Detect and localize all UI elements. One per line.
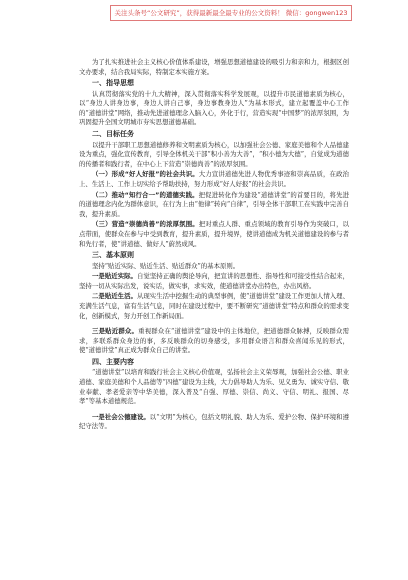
item-text: 以“文明”为核心，包括文明礼貌、助人为乐、爱护公物、保护环境和遵纪守法等。 <box>79 412 349 431</box>
item-text: 自觉坚持正确的舆论导向，把宣讲的思想性、指导性和可接受性结合起来，坚持一切从实际出发，说实话，做实事，求实效，使道德讲堂办出特色，办出风格。 <box>79 272 350 290</box>
item-lead: （一）形成“好人好报”的社会共识。 <box>92 170 199 179</box>
section-2-item <box>79 191 349 220</box>
item-text: 大力宣讲道德先进人物优秀事迹和崇高品质，在政治上、生活上、工作上切实给予帮助扶持，努力形成“好人好报”的社会共识。 <box>79 170 349 188</box>
section-4-item <box>79 413 349 432</box>
item-text: 重视群众在“道德讲堂”建设中的主体地位，把道德群众脉搏，反映群众需求，多联系群众身边的事，多反映群众的切身感受，多用群众语言和群众喜闻乐见的形式，使“道德讲堂”真正成为群众自己的讲堂。 <box>79 327 349 355</box>
section-3-item <box>79 327 349 356</box>
item-text: 把对重点人群、重点领域的教育引导作为突破口，以点带面，使群众在参与中受到教育，提升素质，提升境界，使讲道德成为机关道德建设的参与者和先行者，使“讲道德、做好人”蔚然成风。 <box>79 220 349 248</box>
section-2-item <box>79 220 349 249</box>
item-lead: 二是贴近生活。 <box>92 292 137 301</box>
document-body <box>79 58 349 433</box>
item-lead: 一是社会公德建设。 <box>92 412 150 421</box>
section-4-heading: 四、主要内容 <box>92 357 134 366</box>
section-2-heading: 二、目标任务 <box>92 130 134 139</box>
section-3-heading: 三、基本原则 <box>92 251 134 260</box>
item-lead: 三是贴近群众。 <box>92 327 139 336</box>
intro-paragraph: 为了扎实推进社会主义核心价值体系建设，增强思想道德建设的吸引力和亲和力，根据区创文办要求，结合我局实际，特制定本实施方案。 <box>79 58 349 76</box>
section-3-item <box>79 292 349 321</box>
section-1-heading: 一、指导思想 <box>92 79 134 88</box>
item-lead: （二）推动“知行合一”的道德实践。 <box>92 190 199 199</box>
item-text: 从现实生活中挖掘生动的典型事例，使“道德讲堂”建设工作更加人情入理、充满生活气息，富有生活气息，同时在建设过程中，要不断研究“道德讲堂”特点和群众的需求变化，创新模式，努力开创工作新局面。 <box>79 292 349 320</box>
section-3-item <box>79 272 349 291</box>
item-lead: （三）营造“崇德尚善”的浓厚氛围。 <box>92 220 199 229</box>
section-4-text: “道德讲堂”以培育和践行社会主义核心价值观，弘扬社会主义荣辱观，加强社会公德、职业道德、家庭美德和个人品德等“四德”建设为主线，大力倡导助人为乐、见义勇为、诚实守信、敬业奉献、孝老爱亲等中华美德，深入普及“自强、厚德、崇信、尚义、守信、明礼、报国、尽孝”等基本道德规范。 <box>79 368 349 406</box>
header-banner: 关注头条号“公文研究”，获得最新最全最专业的公文资料！ 微信：gongwen123 <box>110 5 352 21</box>
section-3-text: 坚持“贴近实际、贴近生活、贴近群众”的基本原则。 <box>92 261 240 270</box>
section-2-text: 以提升干部职工思想道德修养和文明素质为核心，以加强社会公德、家庭美德和个人品德建设为重点，强化宣传教育，引导全体机关干部“积小善为大善”，“积小德为大德”，自觉成为道德的传播者和践行者，在中心上下营造“崇德尚善”的浓厚氛围。 <box>79 140 349 168</box>
item-text: 把促进转化作为建设“道德讲堂”的首要目的，将先进的道德理念内化为群体意识，在行为上由“他律”转向“自律”，引导全体干部职工在实践中完善自我，提升素质。 <box>79 190 349 218</box>
section-2-item <box>79 170 349 189</box>
item-lead: 一是贴近实际。 <box>92 272 137 281</box>
section-1-text: 认真贯彻落实党的十九大精神，深入贯彻落实科学发展观，以提升市民道德素质为核心，以“身边人讲身边事，身边人讲自己事，身边事教身边人”为基本形式，建立起覆盖中心工作的“道德讲堂”网络，推动先进道德理念入脑入心，外化于行，营造实现“中国梦”的浓厚氛围，为巩固提升全国文明城市夯实思想道德基础。 <box>79 89 349 127</box>
